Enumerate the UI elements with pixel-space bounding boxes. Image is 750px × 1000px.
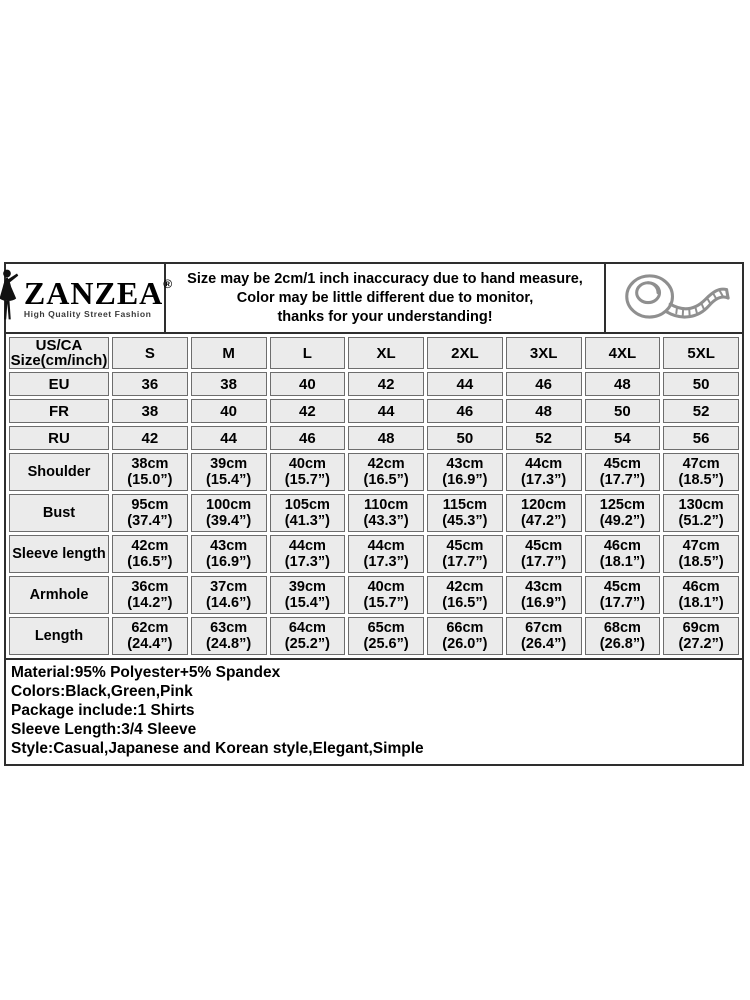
- size-header-cell: L: [270, 337, 346, 369]
- size-header-cell: 4XL: [585, 337, 661, 369]
- registered-mark: ®: [163, 276, 174, 291]
- value-cell: 130cm (51.2”): [663, 494, 739, 532]
- table-row-bust: [9, 494, 739, 532]
- table-header-row: [9, 337, 739, 369]
- size-header-cell: 3XL: [506, 337, 582, 369]
- value-cell: 44cm (17.3”): [506, 453, 582, 491]
- row-label: RU: [9, 426, 109, 450]
- value-cell: 105cm (41.3”): [270, 494, 346, 532]
- value-cell: 46cm (18.1”): [663, 576, 739, 614]
- value-cell: 44: [348, 399, 424, 423]
- value-cell: 62cm (24.4”): [112, 617, 188, 655]
- value-cell: 46: [270, 426, 346, 450]
- note-style: Style:Casual,Japanese and Korean style,Elegant,Simple: [11, 740, 424, 757]
- value-cell: 48: [585, 372, 661, 396]
- table-row-armhole: [9, 576, 739, 614]
- value-cell: 52: [663, 399, 739, 423]
- value-cell: 65cm (25.6”): [348, 617, 424, 655]
- row-label: EU: [9, 372, 109, 396]
- value-cell: 37cm (14.6”): [191, 576, 267, 614]
- value-cell: 50: [427, 426, 503, 450]
- value-cell: 46: [506, 372, 582, 396]
- value-cell: 50: [585, 399, 661, 423]
- table-row-length: [9, 617, 739, 655]
- size-header-cell: M: [191, 337, 267, 369]
- row-label: Length: [9, 617, 109, 655]
- value-cell: 67cm (26.4”): [506, 617, 582, 655]
- value-cell: 40: [270, 372, 346, 396]
- product-notes: [6, 658, 742, 764]
- value-cell: 38cm (15.0”): [112, 453, 188, 491]
- measuring-tape-icon: [604, 264, 742, 332]
- value-cell: 42: [348, 372, 424, 396]
- table-row-eu: [9, 372, 739, 396]
- note-colors: Colors:Black,Green,Pink: [11, 683, 193, 700]
- value-cell: 48: [506, 399, 582, 423]
- table-row-fr: [9, 399, 739, 423]
- brand-logo: [6, 264, 174, 332]
- value-cell: 36cm (14.2”): [112, 576, 188, 614]
- value-cell: 36: [112, 372, 188, 396]
- value-cell: 43cm (16.9”): [427, 453, 503, 491]
- value-cell: 38: [191, 372, 267, 396]
- row-label: Bust: [9, 494, 109, 532]
- table-row-ru: [9, 426, 739, 450]
- value-cell: 46: [427, 399, 503, 423]
- header-band: [6, 264, 742, 334]
- size-header-cell: 2XL: [427, 337, 503, 369]
- table-row-sleeve-length: [9, 535, 739, 573]
- note-material: Material:95% Polyester+5% Spandex: [11, 664, 281, 681]
- value-cell: 69cm (27.2”): [663, 617, 739, 655]
- disclaimer-text: [166, 264, 604, 332]
- value-cell: 38: [112, 399, 188, 423]
- row-label: Shoulder: [9, 453, 109, 491]
- value-cell: 52: [506, 426, 582, 450]
- value-cell: 120cm (47.2”): [506, 494, 582, 532]
- value-cell: 50: [663, 372, 739, 396]
- value-cell: 43cm (16.9”): [191, 535, 267, 573]
- value-cell: 110cm (43.3”): [348, 494, 424, 532]
- disclaimer-line-2: Color may be little different due to monitor,: [236, 289, 534, 306]
- size-chart-sheet: [4, 262, 744, 766]
- brand-tagline: High Quality Street Fashion: [23, 308, 152, 319]
- value-cell: 63cm (24.8”): [191, 617, 267, 655]
- value-cell: 45cm (17.7”): [585, 453, 661, 491]
- value-cell: 66cm (26.0”): [427, 617, 503, 655]
- value-cell: 39cm (15.4”): [191, 453, 267, 491]
- value-cell: 43cm (16.9”): [506, 576, 582, 614]
- woman-silhouette-icon: [0, 268, 22, 329]
- value-cell: 40cm (15.7”): [270, 453, 346, 491]
- value-cell: 42: [112, 426, 188, 450]
- value-cell: 45cm (17.7”): [427, 535, 503, 573]
- value-cell: 47cm (18.5”): [663, 453, 739, 491]
- size-header-cell: S: [112, 337, 188, 369]
- note-package: Package include:1 Shirts: [11, 702, 195, 719]
- row-label: FR: [9, 399, 109, 423]
- value-cell: 40: [191, 399, 267, 423]
- value-cell: 46cm (18.1”): [585, 535, 661, 573]
- brand-name: ZANZEA®: [23, 274, 174, 311]
- value-cell: 45cm (17.7”): [585, 576, 661, 614]
- value-cell: 64cm (25.2”): [270, 617, 346, 655]
- note-sleeve-length: Sleeve Length:3/4 Sleeve: [11, 721, 197, 738]
- brand-text-block: [23, 274, 174, 319]
- value-cell: 45cm (17.7”): [506, 535, 582, 573]
- value-cell: 100cm (39.4”): [191, 494, 267, 532]
- disclaimer-line-1: Size may be 2cm/1 inch inaccuracy due to hand measure,: [187, 270, 583, 287]
- value-cell: 44: [427, 372, 503, 396]
- row-label: Armhole: [9, 576, 109, 614]
- value-cell: 56: [663, 426, 739, 450]
- size-header-cell: XL: [348, 337, 424, 369]
- value-cell: 44: [191, 426, 267, 450]
- value-cell: 125cm (49.2”): [585, 494, 661, 532]
- disclaimer-line-3: thanks for your understanding!: [277, 308, 493, 325]
- value-cell: 40cm (15.7”): [348, 576, 424, 614]
- value-cell: 44cm (17.3”): [270, 535, 346, 573]
- value-cell: 47cm (18.5”): [663, 535, 739, 573]
- value-cell: 42: [270, 399, 346, 423]
- value-cell: 54: [585, 426, 661, 450]
- value-cell: 42cm (16.5”): [348, 453, 424, 491]
- value-cell: 42cm (16.5”): [427, 576, 503, 614]
- size-chart-table: [6, 334, 742, 658]
- size-header-cell: 5XL: [663, 337, 739, 369]
- corner-cell: US/CA Size(cm/inch): [10, 337, 108, 369]
- table-row-shoulder: [9, 453, 739, 491]
- value-cell: 95cm (37.4”): [112, 494, 188, 532]
- value-cell: 44cm (17.3”): [348, 535, 424, 573]
- row-label: Sleeve length: [9, 535, 109, 573]
- value-cell: 48: [348, 426, 424, 450]
- value-cell: 39cm (15.4”): [270, 576, 346, 614]
- value-cell: 115cm (45.3”): [427, 494, 503, 532]
- value-cell: 42cm (16.5”): [112, 535, 188, 573]
- value-cell: 68cm (26.8”): [585, 617, 661, 655]
